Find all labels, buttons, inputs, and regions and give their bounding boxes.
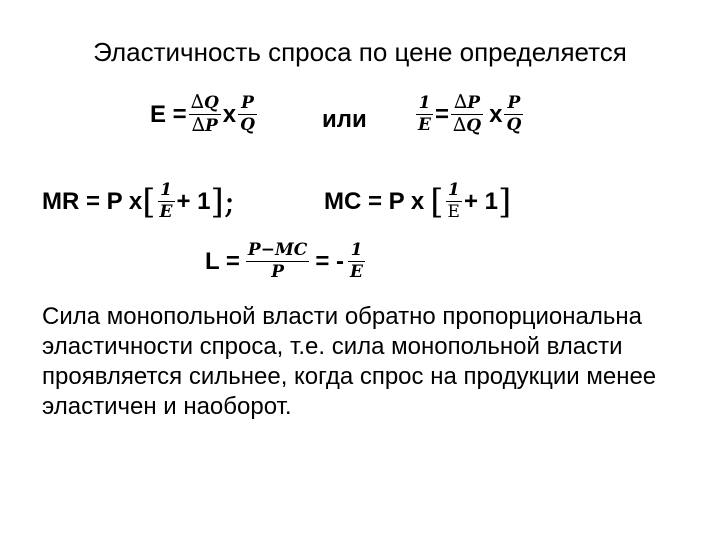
formula-inverse-elasticity <box>414 92 525 137</box>
times-sign: x <box>489 100 503 128</box>
formula-mr <box>42 180 235 223</box>
formula-l-lhs: L = <box>205 247 240 275</box>
formula-elasticity <box>150 92 259 137</box>
formula-l-mid: = - <box>315 247 344 275</box>
fraction-p-minus-mc <box>246 240 309 283</box>
formula-mr-tail: + 1 <box>176 187 211 215</box>
open-bracket: [ <box>142 181 156 222</box>
fraction-numerator: P <box>467 93 481 113</box>
delta-symbol: ∆ <box>452 114 467 136</box>
fraction-numerator: 1 <box>418 93 431 113</box>
formula-mc-tail: + 1 <box>463 187 498 215</box>
fraction-denominator: E <box>418 115 431 135</box>
formula-lerner <box>205 240 367 283</box>
fraction-numerator: 1 <box>160 180 172 200</box>
fraction-numerator: Q <box>203 93 219 113</box>
fraction-numerator: 1 <box>447 180 460 200</box>
slide-title: Эластичность спроса по цене определяется <box>93 37 627 67</box>
open-bracket: [ <box>430 181 444 222</box>
fraction-dq-dp <box>189 92 221 137</box>
fraction-denominator: Q <box>506 115 522 135</box>
delta-symbol: ∆ <box>190 91 204 113</box>
formula-mc-lhs: MC = P x <box>324 187 425 215</box>
fraction-1-e <box>416 93 433 136</box>
fraction-numerator: P−MC <box>247 240 308 260</box>
delta-symbol: ∆ <box>453 91 468 113</box>
fraction-denominator: Q <box>466 116 482 136</box>
fraction-1-e <box>158 180 175 223</box>
formula-e-lhs: E = <box>150 100 187 128</box>
fraction-denominator: E <box>447 202 460 222</box>
conclusion-paragraph: Сила монопольной власти обратно пропорциональна эластичности спроса, т.е. сила монопольной власти проявляется сильнее, когда спрос на продукции менее эластичен и наоборот. <box>42 303 657 420</box>
fraction-dp-dq <box>451 92 483 137</box>
formula-mc <box>324 180 511 223</box>
close-bracket: ]; <box>210 181 236 222</box>
formula-mr-lhs: MR = P x <box>42 187 143 215</box>
fraction-denominator: E <box>350 262 363 282</box>
close-bracket: ] <box>497 181 512 222</box>
fraction-numerator: P <box>241 93 254 113</box>
or-word: или <box>322 106 367 133</box>
fraction-1-e <box>446 180 462 223</box>
fraction-denominator: E <box>159 202 173 222</box>
times-sign: x <box>222 100 237 128</box>
fraction-denominator: P <box>204 116 218 136</box>
equals-sign: = <box>434 100 449 128</box>
fraction-denominator: P <box>271 262 285 282</box>
fraction-p-q <box>238 93 257 136</box>
fraction-numerator: 1 <box>350 240 363 260</box>
fraction-denominator: Q <box>240 115 255 135</box>
or-word-wrap <box>322 106 367 134</box>
fraction-1-e <box>348 240 365 283</box>
fraction-numerator: P <box>507 93 521 113</box>
fraction-p-q <box>504 93 523 136</box>
delta-symbol: ∆ <box>191 114 205 136</box>
